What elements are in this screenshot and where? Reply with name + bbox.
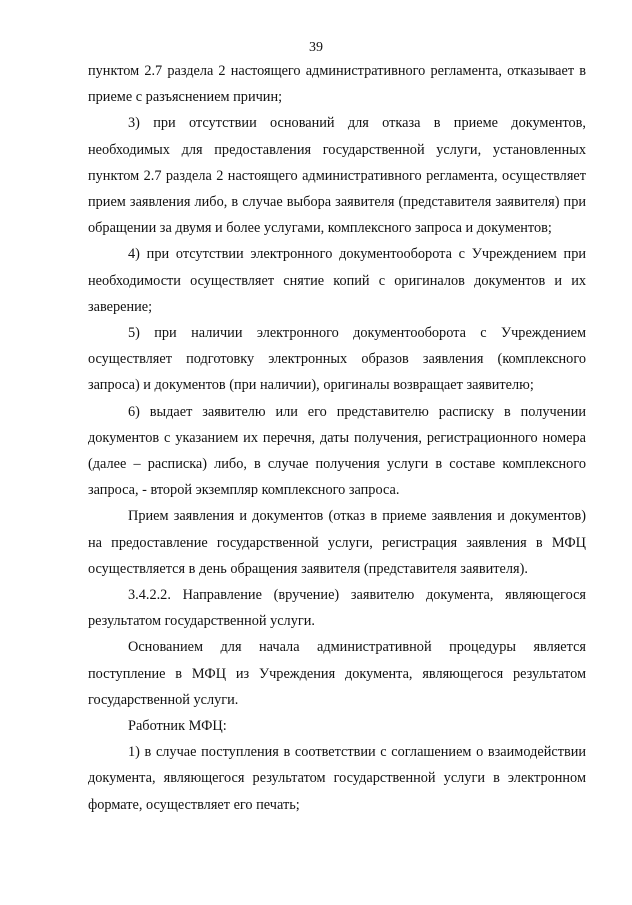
page-number: 39 [309,40,323,55]
paragraph-item-6: 6) выдает заявителю или его представителю расписку в получении документов с указанием их перечня, даты получения, регистрационного номера (далее – расписка) либо, в случае получения услуги в составе комплексного запроса, - второй экземпляр комплексного запроса. [88,403,586,499]
paragraph-item-4: 4) при отсутствии электронного документооборота с Учреждением при необходимости осуществляет снятие копий с оригиналов документов и их заверение; [88,246,586,315]
paragraph-continuation: пунктом 2.7 раздела 2 настоящего административного регламента, отказывает в приеме с разъяснением причин; [88,63,586,106]
paragraph-basis: Основанием для начала административной процедуры является поступление в МФЦ из Учреждения документа, являющегося результатом государственной услуги. [88,639,586,708]
paragraph-registration: Прием заявления и документов (отказ в приеме заявления и документов) на предоставление государственной услуги, регистрация заявления в МФЦ осуществляется в день обращения заявителя (представителя заявителя). [88,508,586,577]
paragraph-item-1: 1) в случае поступления в соответствии с соглашением о взаимодействии документа, являющегося результатом государственной услуги в электронном формате, осуществляет его печать; [88,744,586,813]
paragraph-item-3: 3) при отсутствии оснований для отказа в приеме документов, необходимых для предоставления государственной услуги, установленных пунктом 2.7 раздела 2 настоящего административного регламента, осуществляет прием заявления либо, в случае выбора заявителя (представителя заявителя) при обращении за двумя и более услугами, комплексного запроса и документов; [88,115,586,237]
paragraph-worker: Работник МФЦ: [128,718,227,735]
section-heading-3-4-2-2: 3.4.2.2. Направление (вручение) заявителю документа, являющегося результатом государственной услуги. [88,587,586,630]
document-body [88,58,586,818]
paragraph-item-5: 5) при наличии электронного документооборота с Учреждением осуществляет подготовку электронных образов заявления (комплексного запроса) и документов (при наличии), оригиналы возвращает заявителю; [88,325,586,394]
